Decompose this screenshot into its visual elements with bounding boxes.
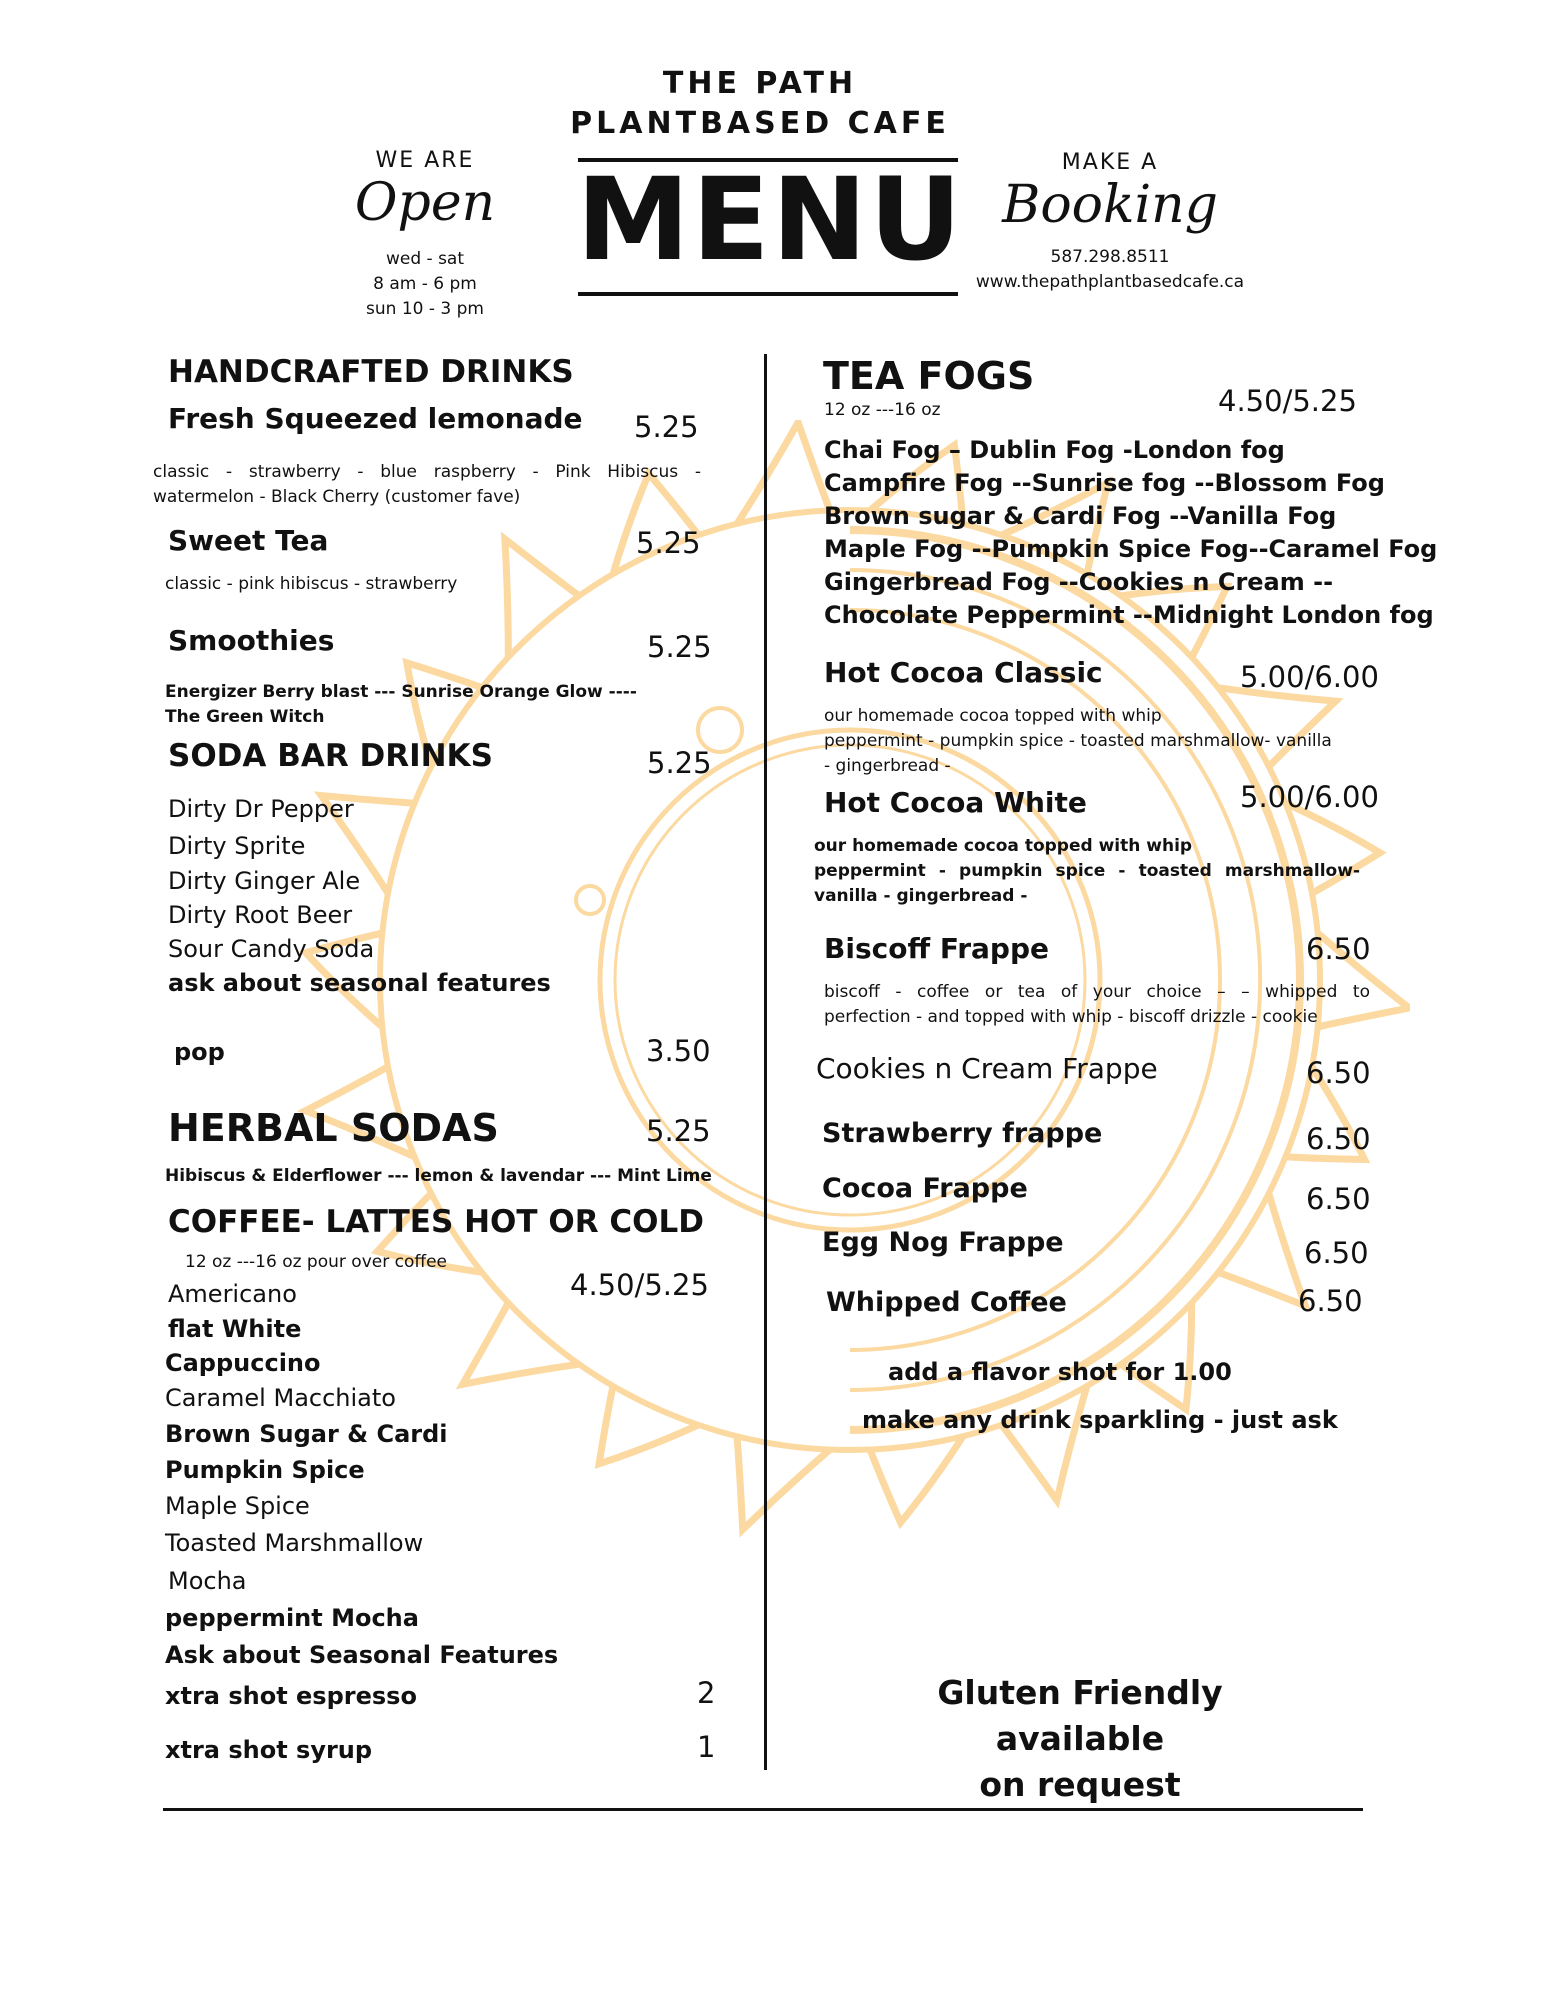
- frappe-price-cocoa: 6.50: [1306, 1182, 1371, 1216]
- footer-rule: [163, 1808, 1363, 1811]
- item-cocoa-classic-desc2: peppermint - pumpkin spice - toasted marshmallow- vanilla: [824, 731, 1332, 751]
- list-item: Brown Sugar & Cardi: [165, 1420, 448, 1448]
- booking-phone[interactable]: 587.298.8511: [1050, 247, 1170, 267]
- list-item: Dirty Root Beer: [168, 901, 353, 929]
- item-pop-name: pop: [174, 1038, 225, 1066]
- booking-label: MAKE A: [1061, 150, 1159, 175]
- extra-espresso-name: xtra shot espresso: [165, 1682, 417, 1710]
- item-cocoa-classic-desc3: - gingerbread -: [824, 756, 951, 776]
- frappe-price-egg-nog: 6.50: [1304, 1236, 1369, 1270]
- item-smoothies-desc2: The Green Witch: [165, 707, 325, 727]
- frappe-name-egg-nog: Egg Nog Frappe: [822, 1227, 1064, 1258]
- item-sweet-tea-name: Sweet Tea: [168, 524, 329, 557]
- item-lemonade-price: 5.25: [634, 410, 699, 444]
- open-sunday: sun 10 - 3 pm: [366, 299, 484, 319]
- gluten-friendly-note: [860, 1670, 1300, 1808]
- tea-fogs-list: [824, 434, 1437, 632]
- coffee-sizes: 12 oz ---16 oz pour over coffee: [185, 1252, 447, 1272]
- section-title-herbal: HERBAL SODAS: [168, 1106, 499, 1150]
- booking-script: Booking: [1002, 175, 1218, 235]
- list-item: Caramel Macchiato: [165, 1384, 396, 1412]
- booking-block: [970, 150, 1250, 295]
- item-pop-price: 3.50: [646, 1034, 711, 1068]
- tea-fogs-price: 4.50/5.25: [1218, 384, 1357, 418]
- open-days: wed - sat: [385, 249, 465, 269]
- coffee-price: 4.50/5.25: [570, 1268, 709, 1302]
- section-title-tea-fogs: TEA FOGS: [823, 354, 1035, 398]
- frappe-name-cookies: Cookies n Cream Frappe: [816, 1052, 1158, 1085]
- list-item: Dirty Sprite: [168, 832, 306, 860]
- item-smoothies-desc1: Energizer Berry blast --- Sunrise Orange Glow ----: [165, 682, 637, 702]
- item-biscoff-desc1: biscoff - coffee or tea of your choice – – whipped to: [824, 982, 1370, 1002]
- item-sweet-tea-desc: classic - pink hibiscus - strawberry: [165, 574, 458, 594]
- sun-ray: [505, 539, 579, 657]
- list-item: Brown sugar & Cardi Fog --Vanilla Fog: [824, 502, 1337, 530]
- item-sweet-tea-price: 5.25: [636, 526, 701, 560]
- soda-bar-list: [168, 790, 551, 1000]
- list-item: Chocolate Peppermint --Midnight London fog: [824, 601, 1434, 629]
- item-smoothies-price: 5.25: [647, 630, 712, 664]
- soda-bar-price: 5.25: [647, 746, 712, 780]
- cafe-name-line1: THE PATH: [662, 66, 858, 101]
- item-cocoa-white-desc2: peppermint - pumpkin spice - toasted marshmallow-: [814, 861, 1360, 881]
- list-item: Chai Fog – Dublin Fog -London fog: [824, 436, 1285, 464]
- list-item: Dirty Dr Pepper: [168, 795, 354, 823]
- list-item: Toasted Marshmallow: [165, 1529, 424, 1557]
- cafe-name-line2: PLANTBASED CAFE: [570, 106, 950, 141]
- item-biscoff-desc2: perfection - and topped with whip - biscoff drizzle - cookie: [824, 1007, 1318, 1027]
- list-item: Dirty Ginger Ale: [168, 867, 361, 895]
- list-item: Mocha: [168, 1567, 247, 1595]
- gluten-line1: Gluten Friendly available: [937, 1673, 1223, 1758]
- item-lemonade-name: Fresh Squeezed lemonade: [168, 402, 583, 435]
- list-item: peppermint Mocha: [165, 1604, 419, 1632]
- herbal-desc: Hibiscus & Elderflower --- lemon & lavendar --- Mint Lime: [165, 1166, 712, 1186]
- list-item: Ask about Seasonal Features: [165, 1641, 559, 1669]
- section-title-soda-bar: SODA BAR DRINKS: [168, 738, 493, 774]
- open-hours: 8 am - 6 pm: [373, 274, 477, 294]
- section-title-coffee: COFFEE- LATTES HOT OR COLD: [168, 1204, 704, 1240]
- list-item: Americano: [168, 1280, 297, 1308]
- frappe-name-cocoa: Cocoa Frappe: [822, 1173, 1028, 1204]
- gluten-line2: on request: [979, 1765, 1181, 1804]
- frappe-price-strawberry: 6.50: [1306, 1122, 1371, 1156]
- item-cocoa-white-name: Hot Cocoa White: [824, 786, 1087, 819]
- item-cocoa-classic-name: Hot Cocoa Classic: [824, 656, 1103, 689]
- sparkling-note: make any drink sparkling - just ask: [862, 1406, 1338, 1434]
- item-biscoff-price: 6.50: [1306, 932, 1371, 966]
- list-item: Gingerbread Fog --Cookies n Cream --: [824, 568, 1334, 596]
- list-item: Campfire Fog --Sunrise fog --Blossom Fog: [824, 469, 1385, 497]
- open-script: Open: [354, 173, 496, 233]
- frappe-name-whipped-coffee: Whipped Coffee: [826, 1287, 1067, 1318]
- item-cocoa-white-desc1: our homemade cocoa topped with whip: [814, 836, 1193, 856]
- section-title-handcrafted: HANDCRAFTED DRINKS: [168, 354, 574, 390]
- flavor-shot-note: add a flavor shot for 1.00: [888, 1358, 1232, 1386]
- extra-syrup-price: 1: [697, 1730, 716, 1764]
- frappe-name-strawberry: Strawberry frappe: [822, 1118, 1103, 1149]
- list-item: Maple Spice: [165, 1492, 310, 1520]
- extra-syrup-name: xtra shot syrup: [165, 1736, 373, 1764]
- menu-title: MENU: [576, 153, 964, 286]
- list-item: Maple Fog --Pumpkin Spice Fog--Caramel Fog: [824, 535, 1438, 563]
- item-cocoa-white-price: 5.00/6.00: [1240, 780, 1379, 814]
- item-lemonade-desc2: watermelon - Black Cherry (customer fave): [153, 487, 521, 507]
- open-hours-block: [325, 148, 525, 322]
- item-biscoff-name: Biscoff Frappe: [824, 932, 1049, 965]
- list-item: ask about seasonal features: [168, 969, 551, 997]
- tea-fogs-sizes: 12 oz ---16 oz: [824, 400, 941, 420]
- booking-website[interactable]: www.thepathplantbasedcafe.ca: [975, 272, 1245, 292]
- coffee-list: [165, 1276, 558, 1674]
- frappe-price-cookies: 6.50: [1306, 1056, 1371, 1090]
- item-cocoa-classic-desc1: our homemade cocoa topped with whip: [824, 706, 1162, 726]
- item-smoothies-name: Smoothies: [168, 624, 335, 657]
- list-item: Sour Candy Soda: [168, 935, 375, 963]
- list-item: Cappuccino: [165, 1349, 321, 1377]
- open-label: WE ARE: [375, 148, 475, 173]
- item-cocoa-white-desc3: vanilla - gingerbread -: [814, 886, 1028, 906]
- frappe-price-whipped-coffee: 6.50: [1298, 1284, 1363, 1318]
- sun-ray: [599, 1386, 698, 1464]
- herbal-price: 5.25: [646, 1114, 711, 1148]
- extra-espresso-price: 2: [697, 1676, 716, 1710]
- list-item: Pumpkin Spice: [165, 1456, 365, 1484]
- list-item: flat White: [168, 1315, 302, 1343]
- cafe-name: [560, 64, 960, 144]
- item-lemonade-desc1: classic - strawberry - blue raspberry - Pink Hibiscus -: [153, 462, 701, 482]
- item-cocoa-classic-price: 5.00/6.00: [1240, 660, 1379, 694]
- column-divider: [764, 354, 767, 1770]
- header-rule-bottom: [578, 292, 958, 296]
